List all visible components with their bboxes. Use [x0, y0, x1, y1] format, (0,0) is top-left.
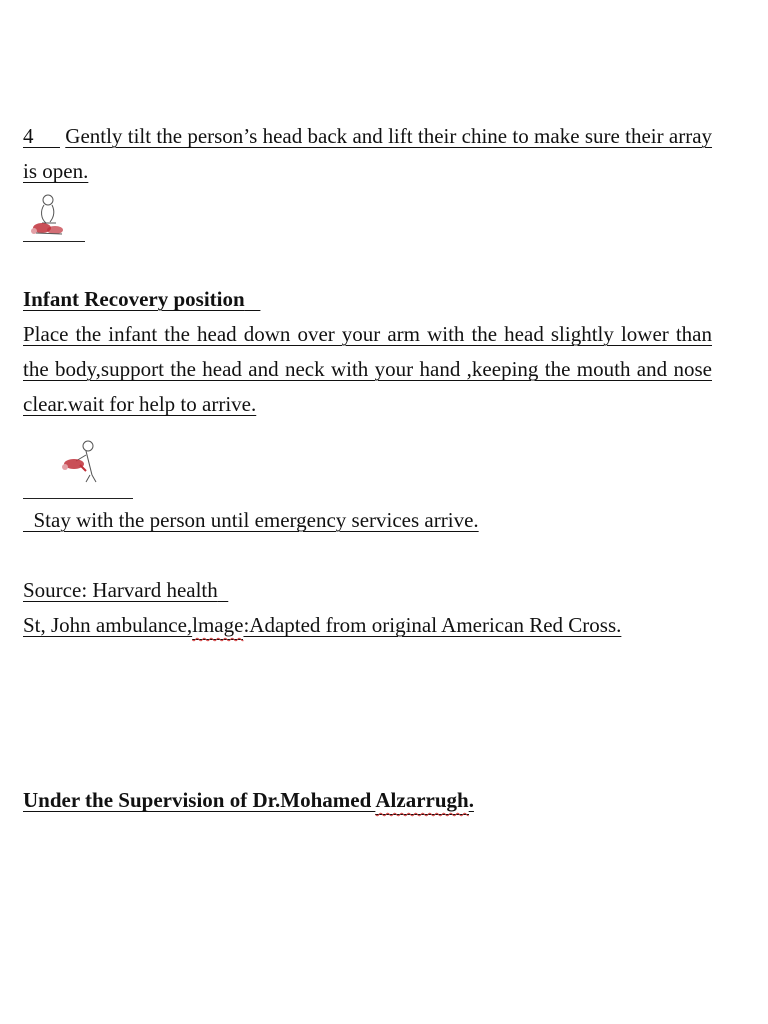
- figure-underline: [23, 241, 85, 242]
- step-4-paragraph: [23, 119, 712, 189]
- source-line-1: [23, 573, 712, 608]
- infant-body-text: Place the infant the head down over your arm with the head slightly lower than the body,support the head and neck with your hand ,keeping the mouth and nose clear.wait for help to arrive.: [23, 322, 712, 416]
- supervision-prefix: Under the Supervision of Dr.Mohamed: [23, 788, 376, 812]
- source-trailing-space: [218, 578, 229, 602]
- casualty-figure: [31, 223, 63, 234]
- stay-note-lead-space: [23, 508, 34, 532]
- spellcheck-name: Alzarrugh: [375, 788, 469, 812]
- heading-trailing-space: [245, 287, 261, 311]
- source-line-2: [23, 608, 712, 643]
- infant-recovery-position-illustration: [60, 439, 102, 483]
- infant-heading-text: Infant Recovery position: [23, 287, 245, 311]
- supervision-line: [23, 783, 712, 818]
- adult-recovery-position-illustration: [28, 193, 68, 239]
- rescuer-figure: [42, 195, 56, 223]
- supervision-name-flagged: [375, 788, 468, 815]
- source-credit-part1: St, John ambulance,: [23, 613, 193, 637]
- source-credit-flagged: [192, 613, 243, 640]
- figure-underline-2: [23, 498, 133, 499]
- stay-with-person-note: [23, 503, 712, 538]
- spellcheck-word: lmage: [192, 613, 244, 637]
- infant-section-body: [23, 317, 712, 422]
- stay-note-text: Stay with the person until emergency services arrive.: [33, 508, 479, 532]
- supervision-suffix: .: [468, 788, 474, 812]
- source-text: Source: Harvard health: [23, 578, 218, 602]
- step-number: 4: [23, 124, 34, 148]
- step-number-gap: [34, 124, 60, 148]
- source-credit-part2: :Adapted from original American Red Cross.: [243, 613, 622, 637]
- infant-figure: [62, 459, 86, 471]
- step-4-text: Gently tilt the person’s head back and lift their chine to make sure their array is open.: [23, 124, 713, 183]
- infant-section-heading: [23, 282, 712, 317]
